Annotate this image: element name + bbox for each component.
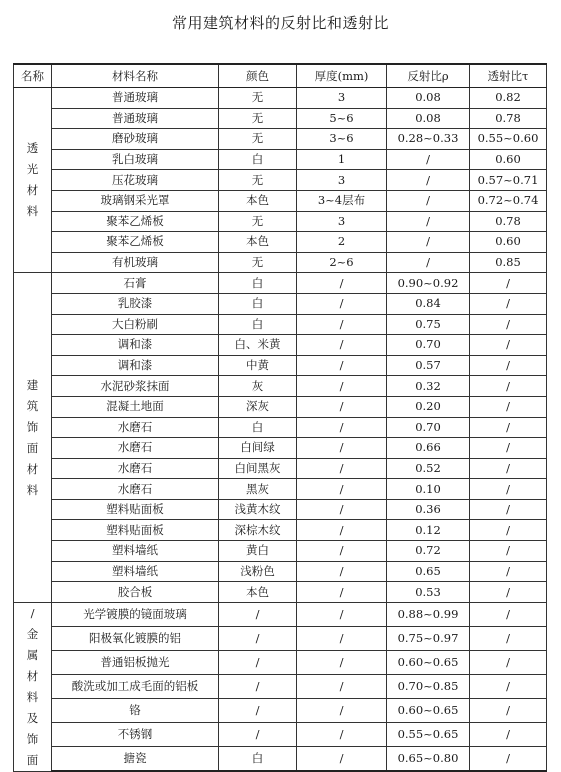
color-cell: 白	[219, 149, 297, 170]
thickness-cell: /	[297, 674, 387, 698]
material-name-cell: 乳胶漆	[52, 293, 219, 314]
table-row	[14, 458, 547, 479]
page-title: 常用建筑材料的反射比和透射比	[171, 14, 389, 32]
category-char: 金	[26, 626, 39, 641]
transmittance-cell: /	[470, 293, 547, 314]
thickness-cell: 1	[297, 149, 387, 170]
table-row	[14, 520, 547, 541]
color-cell: 白	[219, 747, 297, 772]
table-row	[14, 602, 547, 626]
reflectance-cell: 0.57	[387, 355, 470, 376]
table-row	[14, 479, 547, 500]
table-row	[14, 723, 547, 747]
color-cell: 白间黑灰	[219, 458, 297, 479]
header-transmittance: 透射比τ	[470, 64, 547, 88]
table-row	[14, 626, 547, 650]
thickness-cell: /	[297, 723, 387, 747]
reflectance-cell: 0.20	[387, 396, 470, 417]
thickness-cell: /	[297, 273, 387, 294]
header-category: 名称	[14, 64, 52, 88]
transmittance-cell: /	[470, 438, 547, 459]
thickness-cell: /	[297, 355, 387, 376]
transmittance-cell: 0.78	[470, 211, 547, 232]
reflectance-cell: /	[387, 170, 470, 191]
table-row	[14, 108, 547, 129]
reflectance-cell: 0.12	[387, 520, 470, 541]
transmittance-cell: /	[470, 396, 547, 417]
transmittance-cell: /	[470, 561, 547, 582]
thickness-cell: 2~6	[297, 252, 387, 273]
material-name-cell: 聚苯乙烯板	[52, 232, 219, 253]
table-row	[14, 747, 547, 772]
table-row	[14, 355, 547, 376]
table-row	[14, 438, 547, 459]
color-cell: 白	[219, 417, 297, 438]
category-char: 材	[26, 668, 39, 683]
thickness-cell: /	[297, 293, 387, 314]
table-row	[14, 335, 547, 356]
category-char: 筑	[26, 398, 39, 413]
category-char: 光	[26, 162, 39, 177]
material-name-cell: 水磨石	[52, 458, 219, 479]
material-name-cell: 光学镀膜的镜面玻璃	[52, 602, 219, 626]
thickness-cell: /	[297, 699, 387, 723]
category-char: 面	[26, 752, 39, 767]
reflectance-cell: /	[387, 252, 470, 273]
transmittance-cell: /	[470, 417, 547, 438]
reflectance-cell: 0.53	[387, 582, 470, 603]
thickness-cell: /	[297, 396, 387, 417]
reflectance-cell: /	[387, 149, 470, 170]
header-reflectance: 反射比ρ	[387, 64, 470, 88]
color-cell: 浅黄木纹	[219, 499, 297, 520]
category-char: 材	[26, 183, 39, 198]
table-row	[14, 541, 547, 562]
thickness-cell: /	[297, 417, 387, 438]
color-cell: 无	[219, 129, 297, 150]
material-name-cell: 磨砂玻璃	[52, 129, 219, 150]
thickness-cell: 2	[297, 232, 387, 253]
thickness-cell: /	[297, 335, 387, 356]
category-cell	[14, 88, 52, 273]
thickness-cell: 3	[297, 211, 387, 232]
transmittance-cell: /	[470, 541, 547, 562]
table-row	[14, 129, 547, 150]
color-cell: 白间绿	[219, 438, 297, 459]
color-cell: /	[219, 626, 297, 650]
reflectance-cell: /	[387, 232, 470, 253]
transmittance-cell: /	[470, 699, 547, 723]
color-cell: /	[219, 699, 297, 723]
transmittance-cell: /	[470, 582, 547, 603]
reflectance-cell: 0.66	[387, 438, 470, 459]
table-row	[14, 232, 547, 253]
transmittance-cell: /	[470, 747, 547, 772]
category-char: 饰	[26, 731, 39, 746]
thickness-cell: /	[297, 499, 387, 520]
reflectance-cell: 0.36	[387, 499, 470, 520]
material-name-cell: 调和漆	[52, 355, 219, 376]
color-cell: 本色	[219, 232, 297, 253]
category-char: 料	[26, 482, 39, 497]
material-name-cell: 调和漆	[52, 335, 219, 356]
thickness-cell: /	[297, 561, 387, 582]
thickness-cell: /	[297, 376, 387, 397]
material-name-cell: 水磨石	[52, 417, 219, 438]
reflectance-cell: 0.72	[387, 541, 470, 562]
material-name-cell: 普通玻璃	[52, 88, 219, 109]
thickness-cell: /	[297, 458, 387, 479]
table-row	[14, 88, 547, 109]
color-cell: 本色	[219, 582, 297, 603]
material-name-cell: 水磨石	[52, 479, 219, 500]
color-cell: 白	[219, 314, 297, 335]
material-name-cell: 普通玻璃	[52, 108, 219, 129]
material-name-cell: 铬	[52, 699, 219, 723]
category-char: 透	[26, 141, 39, 156]
table-body	[14, 88, 547, 772]
color-cell: 无	[219, 211, 297, 232]
table-row	[14, 699, 547, 723]
color-cell: 灰	[219, 376, 297, 397]
reflectance-cell: 0.75	[387, 314, 470, 335]
color-cell: 无	[219, 108, 297, 129]
category-char: 料	[26, 689, 39, 704]
color-cell: 黄白	[219, 541, 297, 562]
reflectance-cell: 0.70~0.85	[387, 674, 470, 698]
table-header-row	[14, 64, 547, 88]
color-cell: 白	[219, 293, 297, 314]
material-name-cell: 塑料贴面板	[52, 499, 219, 520]
transmittance-cell: /	[470, 273, 547, 294]
color-cell: 白、米黄	[219, 335, 297, 356]
thickness-cell: /	[297, 650, 387, 674]
material-name-cell: 压花玻璃	[52, 170, 219, 191]
reflectance-cell: 0.88~0.99	[387, 602, 470, 626]
table-row	[14, 252, 547, 273]
material-name-cell: 不锈钢	[52, 723, 219, 747]
table-row	[14, 170, 547, 191]
table-row	[14, 674, 547, 698]
material-name-cell: 水磨石	[52, 438, 219, 459]
table-row	[14, 650, 547, 674]
reflectance-cell: 0.52	[387, 458, 470, 479]
transmittance-cell: /	[470, 723, 547, 747]
thickness-cell: /	[297, 479, 387, 500]
thickness-cell: 3~4层布	[297, 190, 387, 211]
thickness-cell: /	[297, 626, 387, 650]
transmittance-cell: /	[470, 458, 547, 479]
table-row	[14, 190, 547, 211]
material-name-cell: 乳白玻璃	[52, 149, 219, 170]
reflectance-cell: 0.60~0.65	[387, 650, 470, 674]
transmittance-cell: 0.57~0.71	[470, 170, 547, 191]
transmittance-cell: 0.72~0.74	[470, 190, 547, 211]
reflectance-cell: 0.70	[387, 335, 470, 356]
category-char: 料	[26, 204, 39, 219]
transmittance-cell: /	[470, 335, 547, 356]
reflectance-cell: 0.55~0.65	[387, 723, 470, 747]
material-name-cell: 塑料墙纸	[52, 541, 219, 562]
transmittance-cell: /	[470, 602, 547, 626]
category-char: /	[30, 605, 35, 620]
color-cell: 无	[219, 252, 297, 273]
material-name-cell: 有机玻璃	[52, 252, 219, 273]
transmittance-cell: /	[470, 674, 547, 698]
reflectance-cell: 0.32	[387, 376, 470, 397]
material-name-cell: 石膏	[52, 273, 219, 294]
reflectance-cell: 0.90~0.92	[387, 273, 470, 294]
thickness-cell: /	[297, 602, 387, 626]
table-row	[14, 417, 547, 438]
material-name-cell: 阳极氧化镀膜的铝	[52, 626, 219, 650]
category-char: 及	[26, 710, 39, 725]
table-row	[14, 211, 547, 232]
table-row	[14, 293, 547, 314]
transmittance-cell: /	[470, 626, 547, 650]
color-cell: /	[219, 723, 297, 747]
table-row	[14, 582, 547, 603]
material-name-cell: 塑料墙纸	[52, 561, 219, 582]
category-cell	[14, 273, 52, 603]
transmittance-cell: /	[470, 376, 547, 397]
thickness-cell: 3	[297, 170, 387, 191]
table-row	[14, 376, 547, 397]
category-char: 建	[26, 377, 39, 392]
category-char: 饰	[26, 419, 39, 434]
color-cell: 浅粉色	[219, 561, 297, 582]
thickness-cell: /	[297, 520, 387, 541]
header-thickness: 厚度(mm)	[297, 64, 387, 88]
color-cell: /	[219, 650, 297, 674]
header-color: 颜色	[219, 64, 297, 88]
material-name-cell: 搪瓷	[52, 747, 219, 772]
color-cell: 黑灰	[219, 479, 297, 500]
reflectance-cell: 0.65~0.80	[387, 747, 470, 772]
material-name-cell: 聚苯乙烯板	[52, 211, 219, 232]
transmittance-cell: 0.78	[470, 108, 547, 129]
materials-table	[13, 63, 547, 772]
transmittance-cell: /	[470, 499, 547, 520]
table-row	[14, 273, 547, 294]
transmittance-cell: /	[470, 479, 547, 500]
reflectance-cell: 0.65	[387, 561, 470, 582]
transmittance-cell: /	[470, 355, 547, 376]
reflectance-cell: /	[387, 190, 470, 211]
material-name-cell: 玻璃钢采光罩	[52, 190, 219, 211]
material-name-cell: 混凝土地面	[52, 396, 219, 417]
color-cell: 深灰	[219, 396, 297, 417]
table-row	[14, 149, 547, 170]
transmittance-cell: 0.55~0.60	[470, 129, 547, 150]
header-material-name: 材料名称	[52, 64, 219, 88]
reflectance-cell: 0.70	[387, 417, 470, 438]
material-name-cell: 水泥砂浆抹面	[52, 376, 219, 397]
thickness-cell: /	[297, 314, 387, 335]
transmittance-cell: /	[470, 314, 547, 335]
reflectance-cell: 0.10	[387, 479, 470, 500]
thickness-cell: /	[297, 582, 387, 603]
color-cell: 无	[219, 170, 297, 191]
material-name-cell: 大白粉刷	[52, 314, 219, 335]
color-cell: /	[219, 674, 297, 698]
thickness-cell: 5~6	[297, 108, 387, 129]
thickness-cell: /	[297, 541, 387, 562]
transmittance-cell: /	[470, 650, 547, 674]
color-cell: 无	[219, 88, 297, 109]
material-name-cell: 普通铝板抛光	[52, 650, 219, 674]
table-row	[14, 561, 547, 582]
category-char: 属	[26, 647, 39, 662]
material-name-cell: 酸洗或加工成毛面的铝板	[52, 674, 219, 698]
transmittance-cell: 0.82	[470, 88, 547, 109]
material-name-cell: 塑料贴面板	[52, 520, 219, 541]
thickness-cell: 3~6	[297, 129, 387, 150]
thickness-cell: 3	[297, 88, 387, 109]
material-name-cell: 胶合板	[52, 582, 219, 603]
color-cell: 本色	[219, 190, 297, 211]
reflectance-cell: 0.08	[387, 108, 470, 129]
transmittance-cell: 0.60	[470, 232, 547, 253]
reflectance-cell: 0.75~0.97	[387, 626, 470, 650]
category-char: 材	[26, 461, 39, 476]
table-row	[14, 396, 547, 417]
color-cell: 中黄	[219, 355, 297, 376]
reflectance-cell: /	[387, 211, 470, 232]
category-cell	[14, 602, 52, 771]
reflectance-cell: 0.08	[387, 88, 470, 109]
category-char: 面	[26, 440, 39, 455]
color-cell: 深棕木纹	[219, 520, 297, 541]
transmittance-cell: 0.60	[470, 149, 547, 170]
transmittance-cell: /	[470, 520, 547, 541]
thickness-cell: /	[297, 747, 387, 772]
thickness-cell: /	[297, 438, 387, 459]
table-row	[14, 499, 547, 520]
reflectance-cell: 0.84	[387, 293, 470, 314]
reflectance-cell: 0.28~0.33	[387, 129, 470, 150]
color-cell: /	[219, 602, 297, 626]
color-cell: 白	[219, 273, 297, 294]
transmittance-cell: 0.85	[470, 252, 547, 273]
reflectance-cell: 0.60~0.65	[387, 699, 470, 723]
table-row	[14, 314, 547, 335]
